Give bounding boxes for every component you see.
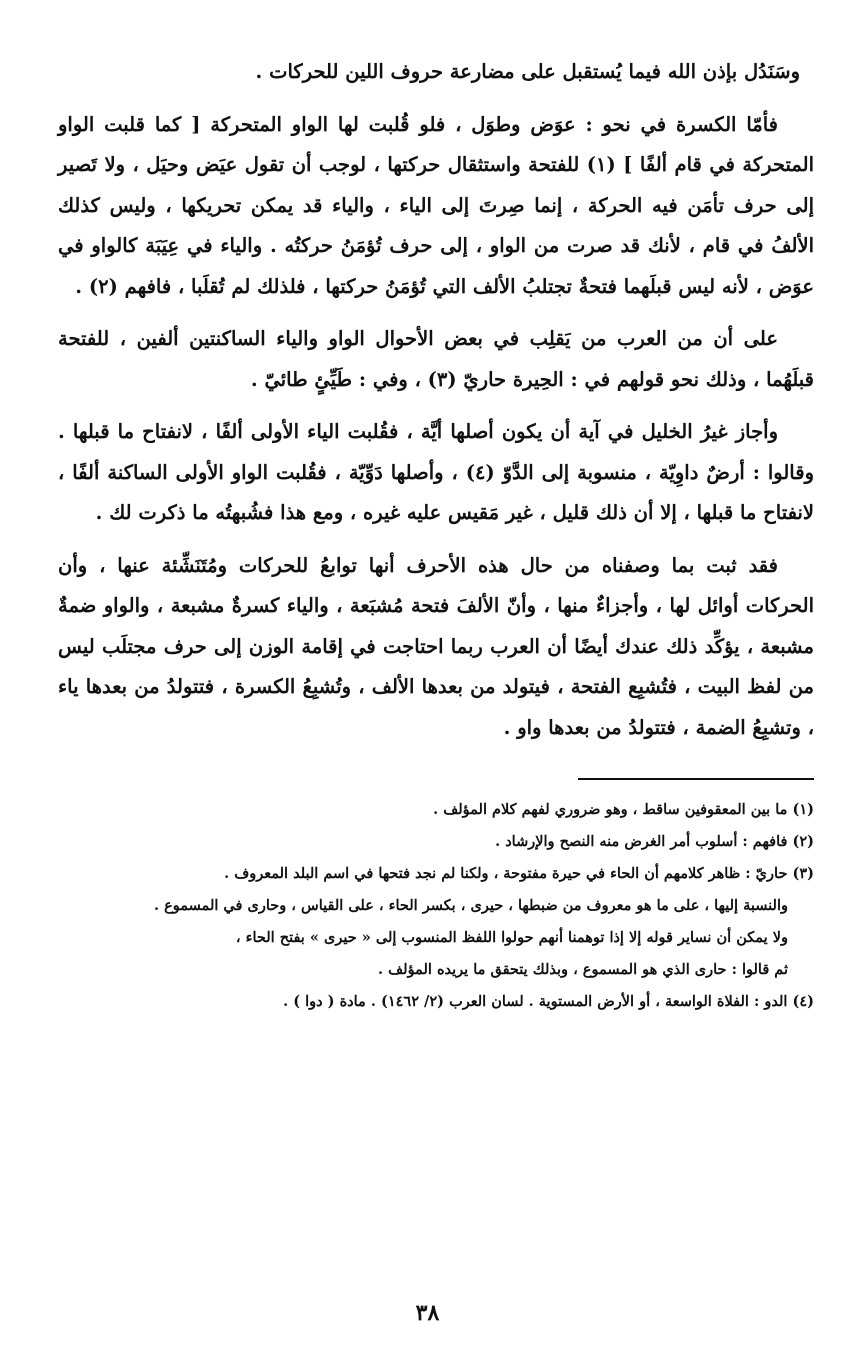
footnote-3-line-1: (٣) حاريّ : ظاهر كلامهم أن الحاء في حيرة مفتوحة ، ولكنا لم نجد فتحها في اسم البلد المعروف . (224, 865, 814, 882)
paragraph-4: وأجاز غيرُ الخليل في آية أن يكون أصلها أيَّة ، فقُلبت الياء الأولى ألفًا ، لانفتاح ما قبلها . وقالوا : أرضٌ داوِيّة ، منسوبة إلى الدَّوّ (٤) ، وأصلها دَوِّيّة ، فقُلبت الواو الأولى الساكنة ألفًا ، لانفتاح ما قبلها ، إلا أن ذلك قليل ، غير مَقيس عليه غيره ، ومع هذا فشُبهتُه ما ذكرت لك . (58, 420, 814, 524)
footnote-2: (٢) فافهم : أسلوب أمر الغرض منه النصح والإرشاد . (495, 833, 814, 850)
page-number: ٣٨ (415, 1300, 440, 1326)
paragraph-5: فقد ثبت بما وصفناه من حال هذه الأحرف أنها توابعُ للحركات ومُتَنَشِّئة عنها ، وأن الحركات أوائل لها ، وأجزاءٌ منها ، وأنّ الألفَ فتحة مُشبَعة ، والياء كسرةٌ مشبعة ، والواو ضمةٌ مشبعة ، يؤكِّد ذلك عندك أيضًا أن العرب ربما احتاجت في إقامة الوزن إلى حرف مجتلَب ليس من لفظ البيت ، فتُشبِع الفتحة ، فيتولد من بعدها الألف ، وتُشبِعُ الكسرة ، فتتولدُ من بعدها ياء ، وتشبِعُ الضمة ، فتتولدُ من بعدها واو . (58, 553, 814, 739)
paragraph-3: على أن من العرب من يَقلِب في بعض الأحوال الواو والياء الساكنتين ألفين ، للفتحة قبلَهُما ، وذلك نحو قولهم في : الحِيرة حاريّ (٣) ، وفي : طَيِّئٍ طائيّ . (58, 327, 814, 391)
footnote-3-line-2: والنسبة إليها ، على ما هو معروف من ضبطها ، حيرى ، بكسر الحاء ، على القياس ، وحارى في المسموع . (154, 897, 788, 914)
document-page (58, 52, 814, 1342)
footnotes (58, 794, 814, 1018)
footnote-3-line-3: ولا يمكن أن نساير قوله إلا إذا توهمنا أنهم حولوا اللفظ المنسوب إلى « حيرى » بفتح الحاء ، (235, 929, 788, 946)
footnote-separator (578, 778, 814, 780)
paragraph-2: فأمّا الكسرة في نحو : عوَض وطوَل ، فلو قُلبت لها الواو المتحركة [ كما قلبت الواو المتحركة في قام ألفًا ] (١) للفتحة واستثقال حركتها ، لوجب أن تقول عيَض وحيَل ، ولا تَصير إلى حرف تأمَن فيه الحركة ، إنما صِرتَ إلى الياء ، والياء قد يمكن تحريكها ، وليس كذلك الألفُ في قام ، لأنك قد صرت من الواو ، إلى حرف تُؤمَنُ حركتُه . والياء في عِيَبَة كالواو في عوَض ، لأنه ليس قبلَهما فتحةٌ تجتلبُ الألف التي تُؤمَنُ حركتها ، فلذلك لم تُقلَبا ، فافهم (٢) . (58, 112, 814, 298)
footnote-3-line-4: ثم قالوا : حارى الذي هو المسموع ، وبذلك يتحقق ما يريده المؤلف . (378, 961, 788, 978)
main-text (58, 52, 814, 748)
footnote-1: (١) ما بين المعقوفين ساقط ، وهو ضروري لفهم كلام المؤلف . (433, 801, 814, 818)
footnote-4: (٤) الدو : الفلاة الواسعة ، أو الأرض المستوية . لسان العرب (٢/ ١٤٦٢) . مادة ( دوا ) . (283, 993, 814, 1010)
paragraph-1: وسَنَدُل بإذن الله فيما يُستقبل على مضارعة حروف اللين للحركات . (255, 60, 800, 83)
